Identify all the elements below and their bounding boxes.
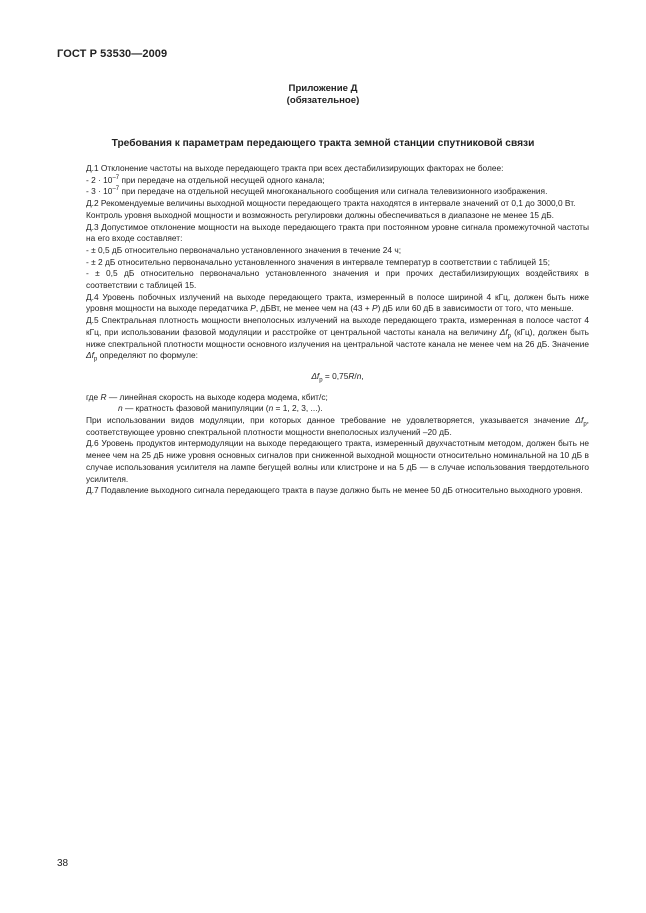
paragraph-d3-item-b: - ± 2 дБ относительно первоначально установленного значения в интервале температур в соответствии с таблицей 15; <box>86 256 551 267</box>
section-title: Требования к параметрам передающего тракта земной станции спутниковой связи <box>111 138 535 149</box>
paragraph-d1-item-a: - $2 \cdot 10^{-7}$ при передаче на отдельной несущей одного канала; <box>86 174 325 185</box>
document-body <box>86 163 589 497</box>
paragraph-d2: Д.2 Рекомендуемые величины выходной мощности передающего тракта находятся в интервале значений от 0,1 до 3000,0 Вт. <box>86 198 576 209</box>
standard-header: ГОСТ Р 53530—2009 <box>57 48 168 60</box>
appendix-subtitle: (обязательное) <box>286 95 360 106</box>
formula: $\Delta f_р = 0,75R/n$, <box>311 370 364 384</box>
paragraph-d5-note: При использовании видов модуляции, при которых данное требование не удовлетворяется, указывается значение $\Delta f_р$, соответствующее уровню спектральной плотности мощности внеполосных излучений –20 дБ. <box>86 415 589 437</box>
paragraph-d6: Д.6 Уровень продуктов интермодуляции на выходе передающего тракта, измеренный двухчастотным методом, должен быть не менее чем на 25 дБ ниже уровня основных сигналов при сниженной выходной мощности относительно номинальной на 10 дБ в случае использования усилителя на лампе бегущей волны или клистроне и на 5 дБ — в случае использования твердотельного усилителя. <box>86 438 589 484</box>
appendix-title: Приложение Д <box>288 83 358 94</box>
where-n-definition: n — кратность фазовой манипуляции (n = 1, 2, 3, ...). <box>118 403 323 414</box>
paragraph-d7: Д.7 Подавление выходного сигнала передающего тракта в паузе должно быть не менее 50 дБ относительно выходного уровня. <box>86 485 583 496</box>
paragraph-d3-item-a: - ± 0,5 дБ относительно первоначально установленного значения в течение 24 ч; <box>86 244 402 255</box>
where-r-definition: где R — линейная скорость на выходе кодера модема, кбит/с; <box>86 391 328 402</box>
paragraph-d5: Д.5 Спектральная плотность мощности внеполосных излучений на выходе передающего тракта, измеренная в полосе частот 4 кГц, при использовании фазовой модуляции и расстройке от центральной частоты канала на величину $\Delta f_р$ (кГц), должен быть ниже спектральной плотности мощности основного излучения на центральной частоте канала не менее чем на 26 дБ. Значение $\Delta f_р$ определяют по формуле: <box>86 315 589 363</box>
appendix-heading <box>0 83 646 107</box>
paragraph-d2-b: Контроль уровня выходной мощности и возможность регулировки должны обеспечиваться в диапазоне не менее 15 дБ. <box>86 209 554 220</box>
paragraph-d4: Д.4 Уровень побочных излучений на выходе передающего тракта, измеренный в полосе шириной 4 кГц, должен быть ниже уровня мощности на выходе передатчика P, дБВт, не менее чем на (43 + P) дБ или 60 дБ в зависимости от того, что меньше. <box>86 291 589 314</box>
paragraph-d3: Д.3 Допустимое отклонение мощности на выходе передающего тракта при постоянном уровне сигнала промежуточной частоты на его входе составляет: <box>86 221 589 244</box>
page-number: 38 <box>57 858 69 869</box>
paragraph-d1: Д.1 Отклонение частоты на выходе передающего тракта при всех дестабилизирующих факторах не более: <box>86 163 504 173</box>
paragraph-d1-item-b: - $3 \cdot 10^{-7}$ при передаче на отдельной несущей многоканального сообщения или сигнала телевизионного изображения. <box>86 186 548 197</box>
paragraph-d3-item-c: - ± 0,5 дБ относительно первоначально установленного значения и при прочих дестабилизирующих воздействиях в соответствии с таблицей 15. <box>86 268 589 291</box>
